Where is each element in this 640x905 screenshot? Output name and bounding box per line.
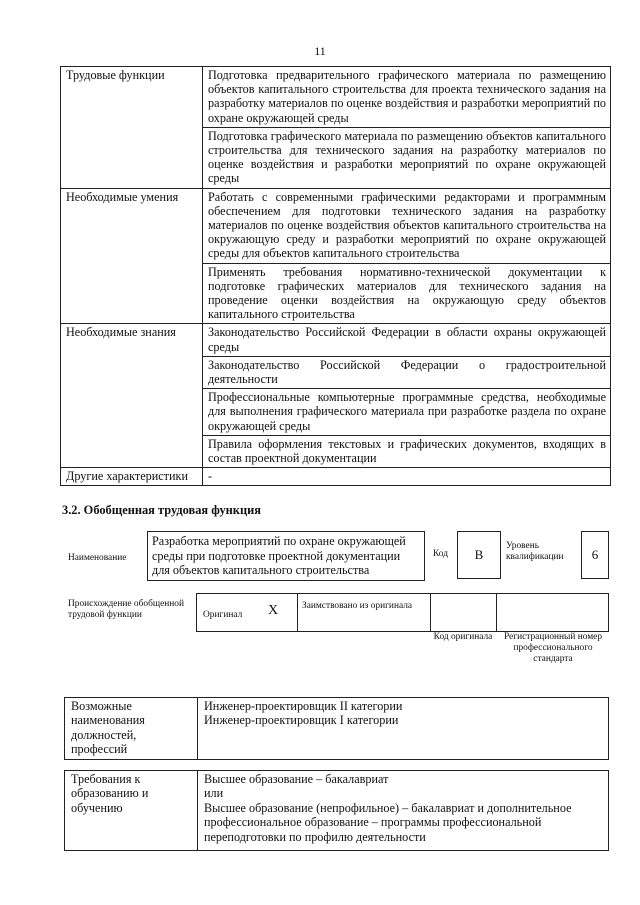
origin-borrowed-label: Заимствовано из оригинала	[302, 601, 413, 611]
table-row	[61, 324, 611, 356]
other-characteristics-value: -	[203, 468, 611, 486]
education-values	[198, 771, 609, 851]
education-item: Высшее образование (непрофильное) – бакалавриат и дополнительное профессиональное образование – программы профессиональной переподготовки по профилю деятельности	[204, 800, 572, 844]
labor-functions-label: Трудовые функции	[61, 67, 203, 189]
gtf-level-label: Уровень квалификации	[506, 541, 564, 562]
origin-original-label: Оригинал	[203, 610, 243, 620]
gtf-code-value: B	[457, 531, 501, 579]
other-characteristics-label: Другие характеристики	[61, 468, 203, 486]
knowledge-label: Необходимые знания	[61, 324, 203, 468]
origin-label: Происхождение обобщенной трудовой функции	[68, 599, 184, 620]
origin-original-mark: X	[268, 603, 279, 618]
positions-values	[198, 698, 609, 760]
knowledge-item: Законодательство Российской Федерации о градостроительной деятельности	[203, 356, 611, 388]
positions-table	[64, 697, 609, 760]
knowledge-item: Профессиональные компьютерные программные средства, необходимые для выполнения графического материала при разработке раздела по охране окружающей среды	[203, 389, 611, 436]
knowledge-item: Правила оформления текстовых и графических документов, входящих в состав проектной документации	[203, 435, 611, 467]
education-label: Требования к образованию и обучению	[65, 771, 198, 851]
skill-item: Применять требования нормативно-технической документации к подготовке графических материалов для технического задания на проведение оценки воздействия на окружающую среду объектов капитального строительства	[203, 263, 611, 324]
skill-item: Работать с современными графическими редакторами и программным обеспечением для подготовки технического задания на разработку материалов по оценке воздействия объектов капитального строительства на окружающую среду и разработки мероприятий по охране окружающей среды для объектов капитального строительства	[203, 188, 611, 263]
position-item: Инженер-проектировщик II категории	[204, 699, 403, 713]
page-number: 11	[314, 44, 326, 58]
origin-box	[196, 593, 609, 632]
table-row	[61, 67, 611, 128]
education-table	[64, 770, 609, 851]
knowledge-item: Законодательство Российской Федерации в области охраны окружающей среды	[203, 324, 611, 356]
skills-label: Необходимые умения	[61, 188, 203, 324]
table-row	[65, 698, 609, 760]
origin-divider	[496, 594, 497, 631]
labor-function-item: Подготовка графического материала по размещению объектов капитального строительства для технического задания на разработку материалов по оценке воздействия и разработки мероприятий по охране окружающей среды	[203, 127, 611, 188]
labor-function-item: Подготовка предварительного графического материала по размещению объектов капитального строительства для проекта технического задания на разработку материалов по оценке воздействия и разработки мероприятий по охране окружающей среды	[203, 67, 611, 128]
origin-code-caption: Код оригинала	[433, 632, 493, 642]
table-row	[61, 468, 611, 486]
section-title: 3.2. Обобщенная трудовая функция	[62, 503, 261, 517]
education-item: или	[204, 786, 224, 801]
gtf-name-value: Разработка мероприятий по охране окружающей среды при подготовке проектной документации для объектов капитального строительства	[147, 531, 425, 581]
position-item: Инженер-проектировщик I категории	[204, 713, 399, 728]
origin-divider	[430, 594, 431, 631]
gtf-level-value: 6	[581, 531, 609, 579]
education-item: Высшее образование – бакалавриат	[204, 772, 389, 786]
table-row	[65, 771, 609, 851]
origin-reg-caption: Регистрационный номер профессионального стандарта	[503, 632, 603, 664]
origin-divider	[297, 594, 298, 631]
gtf-code-label: Код	[433, 549, 448, 559]
table-row	[61, 188, 611, 263]
positions-label: Возможные наименования должностей, профессий	[65, 698, 198, 760]
competency-table	[60, 66, 611, 486]
gtf-name-label: Наименование	[68, 553, 127, 563]
